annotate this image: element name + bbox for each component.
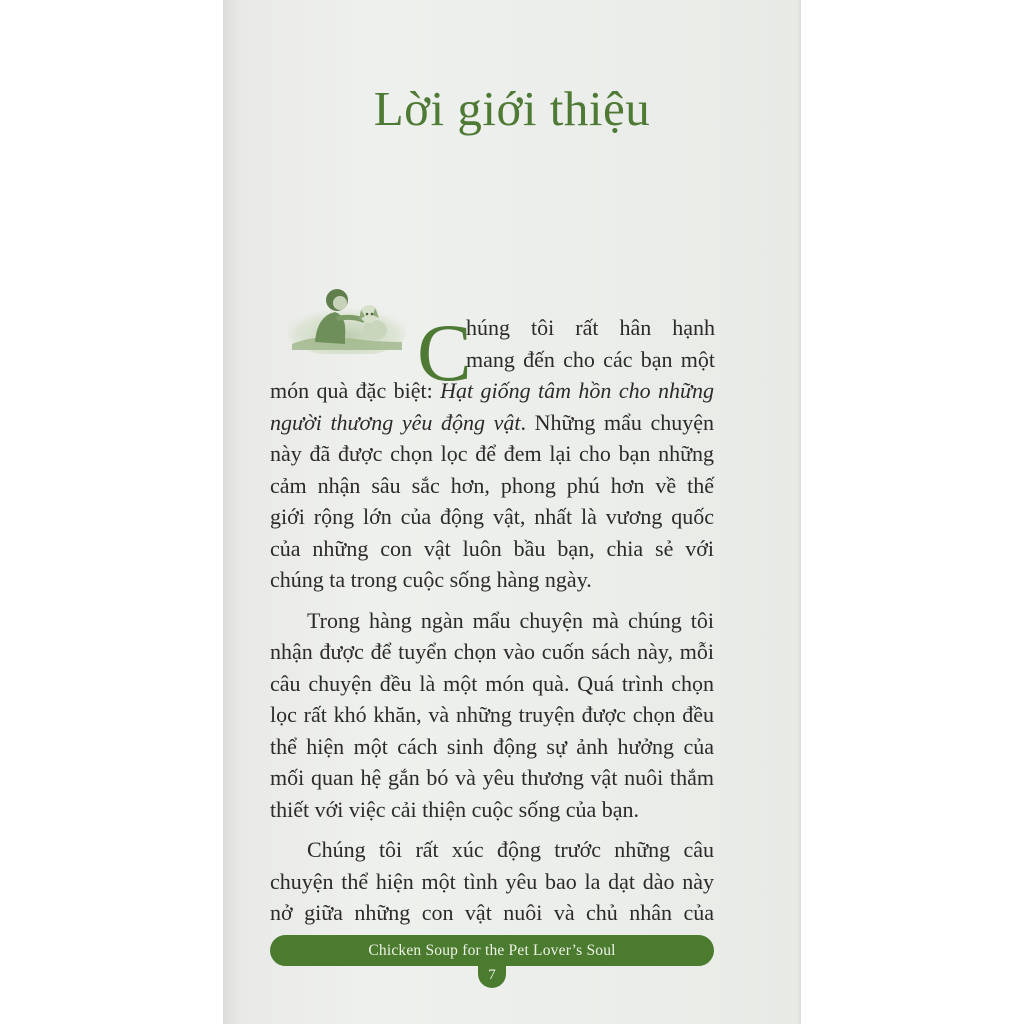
body-text <box>270 375 714 929</box>
text-line: này đã được chọn lọc để đem lại cho bạn những <box>270 441 714 466</box>
page-number-tab <box>478 958 506 988</box>
text-line: giới rộng lớn của động vật, nhất là vương quốc <box>270 504 714 529</box>
book-title-italic: người thương yêu động vật <box>270 409 521 435</box>
text-line: món quà đặc biệt: Hạt giống tâm hồn cho những <box>270 378 714 403</box>
text-line: Trong hàng ngàn mẩu chuyện mà chúng tôi <box>307 607 714 633</box>
text-line: thiết với việc cải thiện cuộc sống của bạn. <box>270 796 640 822</box>
text-line: húng tôi rất hân hạnh <box>466 315 715 340</box>
opening-lines <box>466 312 715 375</box>
text-line: chuyện thể hiện một tình yêu bao la dạt dào này <box>270 868 714 894</box>
text-line: nhận được để tuyển chọn vào cuốn sách này, mỗi <box>270 639 714 664</box>
text-line: chúng ta trong cuộc sống hàng ngày. <box>270 567 592 592</box>
text-line: Chúng tôi rất xúc động trước những câu <box>307 837 714 862</box>
page-edge-shadow <box>797 0 801 1024</box>
book-title-italic: Hạt giống tâm hồn cho những <box>440 378 714 403</box>
text-line: câu chuyện đều là một món quà. Quá trình chọn <box>270 670 714 696</box>
drop-cap: C <box>417 307 472 398</box>
text-line: cảm nhận sâu sắc hơn, phong phú hơn về thế <box>270 472 714 498</box>
text-line: người thương yêu động vật. Những mẩu chuyện <box>270 409 714 435</box>
page-title: Lời giới thiệu <box>373 81 651 136</box>
text-line: lọc rất khó khăn, và những truyện được chọn đều <box>270 702 714 727</box>
text-line: mối quan hệ gắn bó và yêu thương vật nuôi thắm <box>270 765 714 790</box>
text-line: thể hiện một cách sinh động sự ảnh hưởng của <box>270 733 714 759</box>
book-page <box>223 0 801 1024</box>
text-line: nở giữa những con vật nuôi và chủ nhân của <box>270 900 714 925</box>
text-line: mang đến cho các bạn một <box>466 346 715 372</box>
page-number: 7 <box>488 966 496 983</box>
child-and-puppy-illustration <box>287 276 407 354</box>
running-footer-title: Chicken Soup for the Pet Lover’s Soul <box>368 941 616 959</box>
text-line: của những con vật luôn bầu bạn, chia sẻ với <box>270 535 714 561</box>
